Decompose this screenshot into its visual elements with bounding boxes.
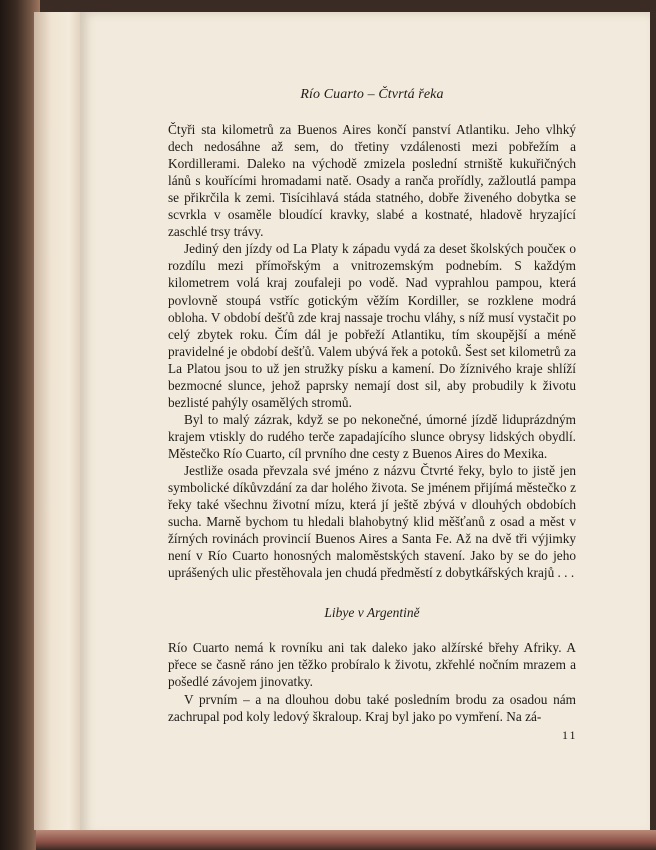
paragraph: V prvním – a na dlouhou dobu také posledním brodu za osadou nám zachrupal pod koly ledový škraloup. Kraj byl jako po vymření. Na zá-: [168, 691, 576, 724]
previous-page-edge: [34, 12, 84, 830]
scan-right-edge: [650, 0, 656, 850]
section-heading: Libye v Argentině: [324, 605, 420, 621]
paragraph: Byl to malý zázrak, když se po nekonečné, úmorné jízdě liduprázdným krajem vtiskly do rudého terče zapadajícího slunce obrysy lidských obydlí. Městečko Río Cuarto, cíl prvního dne cesty z Buenos Aires do Mexika.: [168, 411, 576, 461]
paragraph: Río Cuarto nemá k rovníku ani tak daleko jako alžírské břehy Afriky. A přece se časně ráno jen těžko probíralo k životu, zkřehlé nočním mrazem a pošedlé závojem jinovatky.: [168, 640, 576, 690]
scan-top-edge: [0, 0, 656, 12]
paragraph: Jestliže osada převzala své jméno z názvu Čtvrté řeky, bylo to jistě jen symbolické díkůvzdání za dar holého života. Se jménem přijímá městečko z řeky také všechnu životní mízu, která jí ještě zbývá v dlouhých obdobích sucha. Marně bychom tu hledali blahobytný klid měšťanů z osad a měst v žírných rovinách provincií Buenos Aires a Santa Fe. Až na dvě tři výjimky není v Río Cuarto honosných maloměstských stavení. Jako by se do jeho uprášených ulic přestěhovala jen chudá předměstí z dobytkářských krajů . . .: [168, 462, 576, 581]
chapter-heading: Río Cuarto – Čtvrtá řeka: [300, 87, 444, 102]
page-text: [168, 86, 576, 725]
paragraph: Čtyři sta kilometrů za Buenos Aires končí panství Atlantiku. Jeho vlhký dech nedosáhne až sem, do třetiny vzdálenosti mezi pobřežím a Kordillerami. Daleko na východě zmizela poslední strniště kukuřičných lánů s kouřícími hromadami natě. Osady a ranča prořídly, zažloutlá pampa se přikrčila k zemi. Tisícihlavá stáda statného, dobře živeného dobytka se scvrkla v osaměle bloudící kravky, slabé a kostnaté, hladově hryzající zaschlé trsy trávy.: [168, 122, 576, 240]
page-number: 11: [562, 728, 578, 742]
book-bottom-edge: [36, 830, 656, 850]
paragraph: Jediný den jízdy od La Platy k západu vydá za deset školských poučeк o rozdílu mezi přímořským a vnitrozemským podnebím. S každým kilometrem volá kraj zoufaleji po vodě. Nad vyprahlou pampou, která povlovně stoupá vstříc gotickým věžím Kordiller, se rozklene modrá obloha. V období dešťů zde kraj nassaje trochu vláhy, s níž musí vystačit po celý zbytek roku. Čím dál je pobřeží Atlantiku, tím skoupější a méně pravidelné je období dešťů. Valem ubývá řek a potoků. Šest set kilometrů za La Platou jsou to už jen stružky písku a kamení. Do žíznivého kraje shlíží bezmocné slunce, jehož paprsky nemají dost sil, aby probudily k životu bezlisté pahýly osamělých stromů.: [168, 241, 576, 410]
